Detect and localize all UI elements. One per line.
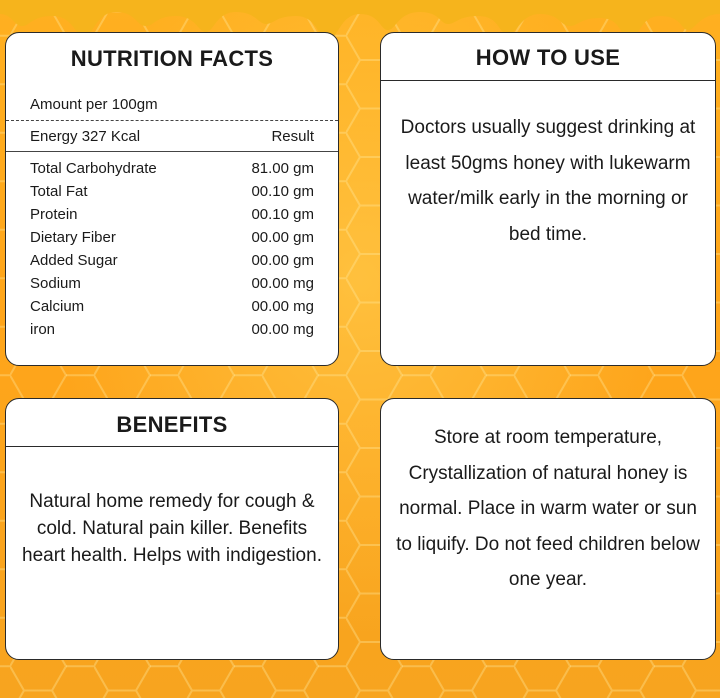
nutrient-name: Sodium [30,275,81,292]
amount-per-label: Amount per 100gm [30,96,158,113]
nutrient-row [30,295,314,318]
nutrient-list [6,152,338,341]
nutrient-value: 00.00 mg [251,321,314,338]
nutrient-value: 00.00 mg [251,298,314,315]
storage-text: Store at room temperature, Crystallization of natural honey is normal. Place in warm water or sun to liquify. Do not feed children below one year. [396,427,700,590]
nutrient-value: 81.00 gm [251,160,314,177]
nutrition-facts-title: NUTRITION FACTS [70,46,274,71]
nutrition-facts-card [5,32,339,366]
nutrient-name: Protein [30,206,78,223]
energy-label: Energy 327 Kcal [30,128,141,145]
result-label: Result [271,128,314,145]
nutrient-name: Dietary Fiber [30,229,116,246]
nutrient-name: Calcium [30,298,85,315]
nutrient-row [30,249,314,272]
nutrient-value: 00.00 gm [251,229,314,246]
nutrient-value: 00.10 gm [251,183,314,200]
nutrient-value: 00.00 mg [251,275,314,292]
nutrient-name: Added Sugar [30,252,118,269]
how-to-use-text: Doctors usually suggest drinking at least 50gms honey with lukewarm water/milk early in the morning or bed time. [400,117,696,245]
nutrient-row [30,157,314,180]
nutrient-row [30,318,314,341]
nutrient-row [30,272,314,295]
nutrient-value: 00.00 gm [251,252,314,269]
nutrient-value: 00.10 gm [251,206,314,223]
nutrient-row [30,203,314,226]
benefits-text: Natural home remedy for cough & cold. Natural pain killer. Benefits heart health. Helps with indigestion. [22,491,322,566]
nutrient-row [30,180,314,203]
storage-info-card [380,398,716,660]
nutrient-name: Total Fat [30,183,88,200]
how-to-use-title: HOW TO USE [381,33,715,81]
nutrient-row [30,226,314,249]
energy-row [6,121,338,151]
benefits-title: BENEFITS [6,399,338,447]
nutrient-name: Total Carbohydrate [30,160,157,177]
how-to-use-card [380,32,716,366]
benefits-card [5,398,339,660]
nutrient-name: iron [30,321,56,338]
